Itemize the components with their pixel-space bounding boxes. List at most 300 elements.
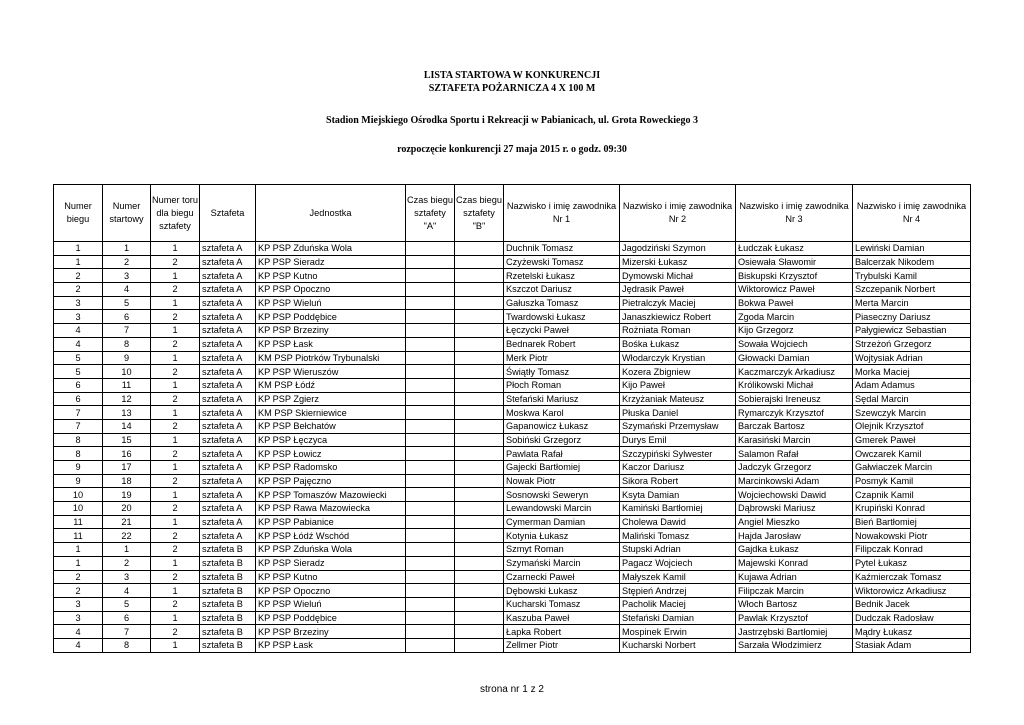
cell-time-b xyxy=(455,406,504,420)
cell-relay: sztafeta A xyxy=(200,488,256,502)
cell-athlete-3: Osiewała Sławomir xyxy=(736,255,853,269)
cell-time-a xyxy=(406,433,455,447)
cell-run-number: 2 xyxy=(54,570,103,584)
cell-athlete-1: Szmyt Roman xyxy=(504,543,620,557)
cell-athlete-3: Wojciechowski Dawid xyxy=(736,488,853,502)
cell-start-number: 5 xyxy=(103,597,151,611)
cell-relay: sztafeta A xyxy=(200,283,256,297)
cell-run-number: 3 xyxy=(54,296,103,310)
table-row xyxy=(54,570,971,584)
cell-relay: sztafeta B xyxy=(200,556,256,570)
cell-run-number: 2 xyxy=(54,283,103,297)
cell-time-b xyxy=(455,597,504,611)
cell-lane-number: 1 xyxy=(151,406,200,420)
cell-time-a xyxy=(406,529,455,543)
cell-time-a xyxy=(406,419,455,433)
cell-athlete-1: Nowak Piotr xyxy=(504,474,620,488)
cell-athlete-3: Sarzała Włodzimierz xyxy=(736,638,853,652)
cell-run-number: 6 xyxy=(54,378,103,392)
cell-unit: KP PSP Tomaszów Mazowiecki xyxy=(256,488,406,502)
cell-start-number: 19 xyxy=(103,488,151,502)
cell-time-a xyxy=(406,406,455,420)
cell-time-a xyxy=(406,337,455,351)
cell-unit: KP PSP Poddębice xyxy=(256,611,406,625)
cell-unit: KP PSP Pabianice xyxy=(256,515,406,529)
cell-athlete-3: Sobierajski Ireneusz xyxy=(736,392,853,406)
cell-relay: sztafeta A xyxy=(200,351,256,365)
cell-athlete-1: Dębowski Łukasz xyxy=(504,584,620,598)
cell-time-b xyxy=(455,255,504,269)
table-row xyxy=(54,502,971,516)
cell-time-a xyxy=(406,310,455,324)
cell-athlete-2: Jagodziński Szymon xyxy=(620,242,736,256)
cell-athlete-1: Stefański Mariusz xyxy=(504,392,620,406)
start-list-table xyxy=(53,184,971,653)
cell-relay: sztafeta A xyxy=(200,378,256,392)
cell-lane-number: 2 xyxy=(151,337,200,351)
cell-time-b xyxy=(455,242,504,256)
cell-athlete-4: Czapnik Kamil xyxy=(853,488,971,502)
cell-run-number: 9 xyxy=(54,474,103,488)
cell-athlete-3: Karasiński Marcin xyxy=(736,433,853,447)
cell-athlete-1: Merk Piotr xyxy=(504,351,620,365)
cell-athlete-3: Rymarczyk Krzysztof xyxy=(736,406,853,420)
cell-athlete-3: Barczak Bartosz xyxy=(736,419,853,433)
cell-relay: sztafeta A xyxy=(200,392,256,406)
cell-start-number: 4 xyxy=(103,584,151,598)
cell-time-a xyxy=(406,378,455,392)
cell-time-b xyxy=(455,543,504,557)
cell-athlete-4: Krupiński Konrad xyxy=(853,502,971,516)
cell-run-number: 11 xyxy=(54,515,103,529)
cell-lane-number: 1 xyxy=(151,461,200,475)
cell-start-number: 12 xyxy=(103,392,151,406)
cell-athlete-1: Łęczycki Paweł xyxy=(504,324,620,338)
cell-athlete-4: Kaźmierczak Tomasz xyxy=(853,570,971,584)
cell-athlete-2: Maliński Tomasz xyxy=(620,529,736,543)
cell-athlete-3: Pawlak Krzysztof xyxy=(736,611,853,625)
cell-time-a xyxy=(406,255,455,269)
cell-athlete-4: Strzeżoń Grzegorz xyxy=(853,337,971,351)
cell-athlete-3: Bokwa Paweł xyxy=(736,296,853,310)
cell-time-b xyxy=(455,584,504,598)
cell-run-number: 8 xyxy=(54,433,103,447)
cell-unit: KP PSP Zgierz xyxy=(256,392,406,406)
cell-athlete-2: Pietralczyk Maciej xyxy=(620,296,736,310)
cell-start-number: 14 xyxy=(103,419,151,433)
venue-line: Stadion Miejskiego Ośrodka Sportu i Rekreacji w Pabianicach, ul. Grota Roweckiego 3 xyxy=(326,115,698,126)
cell-athlete-3: Biskupski Krzysztof xyxy=(736,269,853,283)
cell-athlete-2: Małyszek Kamil xyxy=(620,570,736,584)
cell-run-number: 1 xyxy=(54,543,103,557)
cell-time-a xyxy=(406,597,455,611)
cell-athlete-3: Marcinkowski Adam xyxy=(736,474,853,488)
page-footer: strona nr 1 z 2 xyxy=(480,684,544,695)
col-header-time-a: Czas biegu sztafety "A" xyxy=(406,185,455,242)
cell-start-number: 16 xyxy=(103,447,151,461)
cell-time-b xyxy=(455,638,504,652)
cell-time-a xyxy=(406,447,455,461)
cell-relay: sztafeta B xyxy=(200,638,256,652)
cell-start-number: 7 xyxy=(103,625,151,639)
cell-athlete-4: Lewiński Damian xyxy=(853,242,971,256)
table-row xyxy=(54,584,971,598)
cell-start-number: 21 xyxy=(103,515,151,529)
cell-athlete-3: Jadczyk Grzegorz xyxy=(736,461,853,475)
cell-time-a xyxy=(406,283,455,297)
table-row xyxy=(54,474,971,488)
cell-unit: KP PSP Poddębice xyxy=(256,310,406,324)
cell-athlete-2: Kucharski Norbert xyxy=(620,638,736,652)
cell-athlete-1: Czyżewski Tomasz xyxy=(504,255,620,269)
cell-unit: KP PSP Opoczno xyxy=(256,584,406,598)
cell-time-b xyxy=(455,570,504,584)
cell-athlete-3: Królikowski Michał xyxy=(736,378,853,392)
cell-athlete-3: Angiel Mieszko xyxy=(736,515,853,529)
cell-unit: KP PSP Bełchatów xyxy=(256,419,406,433)
cell-time-a xyxy=(406,570,455,584)
cell-lane-number: 2 xyxy=(151,597,200,611)
cell-start-number: 18 xyxy=(103,474,151,488)
cell-run-number: 4 xyxy=(54,638,103,652)
cell-athlete-4: Bednik Jacek xyxy=(853,597,971,611)
cell-relay: sztafeta A xyxy=(200,515,256,529)
cell-relay: sztafeta A xyxy=(200,365,256,379)
cell-athlete-4: Szczepanik Norbert xyxy=(853,283,971,297)
cell-start-number: 22 xyxy=(103,529,151,543)
cell-athlete-1: Kotynia Łukasz xyxy=(504,529,620,543)
cell-athlete-4: Wojtysiak Adrian xyxy=(853,351,971,365)
cell-athlete-2: Rożniata Roman xyxy=(620,324,736,338)
table-row xyxy=(54,242,971,256)
col-header-athlete-2: Nazwisko i imię zawodnika Nr 2 xyxy=(620,185,736,242)
cell-time-b xyxy=(455,502,504,516)
cell-time-b xyxy=(455,378,504,392)
col-header-start-number: Numer startowy xyxy=(103,185,151,242)
cell-athlete-2: Stępień Andrzej xyxy=(620,584,736,598)
cell-athlete-1: Gajecki Bartłomiej xyxy=(504,461,620,475)
cell-unit: KP PSP Łask xyxy=(256,337,406,351)
cell-time-a xyxy=(406,474,455,488)
table-row xyxy=(54,419,971,433)
cell-athlete-1: Sobiński Grzegorz xyxy=(504,433,620,447)
cell-time-b xyxy=(455,433,504,447)
cell-unit: KP PSP Opoczno xyxy=(256,283,406,297)
table-row xyxy=(54,543,971,557)
start-time-line: rozpoczęcie konkurencji 27 maja 2015 r. o godz. 09:30 xyxy=(397,144,627,155)
col-header-athlete-4: Nazwisko i imię zawodnika Nr 4 xyxy=(853,185,971,242)
cell-start-number: 8 xyxy=(103,337,151,351)
cell-unit: KP PSP Kutno xyxy=(256,570,406,584)
cell-time-b xyxy=(455,488,504,502)
cell-athlete-2: Płuska Daniel xyxy=(620,406,736,420)
cell-athlete-3: Dąbrowski Mariusz xyxy=(736,502,853,516)
cell-athlete-3: Wiktorowicz Paweł xyxy=(736,283,853,297)
table-row xyxy=(54,378,971,392)
cell-athlete-3: Gajdka Łukasz xyxy=(736,543,853,557)
cell-athlete-1: Kucharski Tomasz xyxy=(504,597,620,611)
cell-run-number: 3 xyxy=(54,597,103,611)
cell-athlete-2: Stefański Damian xyxy=(620,611,736,625)
cell-athlete-2: Pagacz Wojciech xyxy=(620,556,736,570)
col-header-lane-number: Numer toru dla biegu sztafety xyxy=(151,185,200,242)
cell-unit: KP PSP Wieluń xyxy=(256,296,406,310)
cell-start-number: 3 xyxy=(103,570,151,584)
cell-run-number: 3 xyxy=(54,310,103,324)
cell-time-b xyxy=(455,515,504,529)
cell-lane-number: 2 xyxy=(151,419,200,433)
table-row xyxy=(54,269,971,283)
cell-lane-number: 2 xyxy=(151,447,200,461)
cell-run-number: 4 xyxy=(54,625,103,639)
table-row xyxy=(54,324,971,338)
table-row xyxy=(54,392,971,406)
table-row xyxy=(54,625,971,639)
title-line-1: LISTA STARTOWA W KONKURENCJI xyxy=(423,70,601,81)
cell-lane-number: 1 xyxy=(151,242,200,256)
cell-athlete-4: Mądry Łukasz xyxy=(853,625,971,639)
cell-athlete-2: Kijo Paweł xyxy=(620,378,736,392)
table-row xyxy=(54,406,971,420)
cell-relay: sztafeta B xyxy=(200,611,256,625)
cell-athlete-2: Krzyżaniak Mateusz xyxy=(620,392,736,406)
cell-run-number: 3 xyxy=(54,611,103,625)
cell-time-a xyxy=(406,296,455,310)
cell-time-a xyxy=(406,324,455,338)
cell-run-number: 1 xyxy=(54,556,103,570)
cell-athlete-4: Dudczak Radosław xyxy=(853,611,971,625)
cell-run-number: 7 xyxy=(54,406,103,420)
cell-athlete-1: Szymański Marcin xyxy=(504,556,620,570)
cell-time-b xyxy=(455,283,504,297)
table-row xyxy=(54,488,971,502)
cell-run-number: 7 xyxy=(54,419,103,433)
cell-run-number: 5 xyxy=(54,365,103,379)
cell-unit: KP PSP Łęczyca xyxy=(256,433,406,447)
cell-time-a xyxy=(406,461,455,475)
cell-athlete-2: Bośka Łukasz xyxy=(620,337,736,351)
cell-athlete-2: Szymański Przemysław xyxy=(620,419,736,433)
cell-start-number: 2 xyxy=(103,255,151,269)
cell-athlete-1: Sosnowski Seweryn xyxy=(504,488,620,502)
title-line-2: SZTAFETA POŻARNICZA 4 X 100 M xyxy=(428,83,596,94)
cell-lane-number: 2 xyxy=(151,474,200,488)
cell-time-b xyxy=(455,447,504,461)
cell-start-number: 3 xyxy=(103,269,151,283)
cell-time-a xyxy=(406,625,455,639)
cell-athlete-4: Piaseczny Dariusz xyxy=(853,310,971,324)
cell-athlete-4: Pałygiewicz Sebastian xyxy=(853,324,971,338)
cell-relay: sztafeta A xyxy=(200,255,256,269)
cell-start-number: 17 xyxy=(103,461,151,475)
cell-athlete-4: Balcerzak Nikodem xyxy=(853,255,971,269)
cell-lane-number: 2 xyxy=(151,529,200,543)
cell-relay: sztafeta B xyxy=(200,597,256,611)
cell-athlete-2: Cholewa Dawid xyxy=(620,515,736,529)
cell-start-number: 7 xyxy=(103,324,151,338)
cell-athlete-3: Sowała Wojciech xyxy=(736,337,853,351)
cell-athlete-1: Zellmer Piotr xyxy=(504,638,620,652)
cell-athlete-4: Olejnik Krzysztof xyxy=(853,419,971,433)
cell-athlete-4: Szewczyk Marcin xyxy=(853,406,971,420)
cell-unit: KP PSP Pajęczno xyxy=(256,474,406,488)
cell-unit: KP PSP Łódź Wschód xyxy=(256,529,406,543)
table-row xyxy=(54,529,971,543)
cell-run-number: 5 xyxy=(54,351,103,365)
cell-run-number: 10 xyxy=(54,488,103,502)
cell-athlete-1: Bednarek Robert xyxy=(504,337,620,351)
table-row xyxy=(54,433,971,447)
cell-lane-number: 1 xyxy=(151,296,200,310)
cell-unit: KP PSP Sieradz xyxy=(256,255,406,269)
cell-run-number: 9 xyxy=(54,461,103,475)
cell-athlete-1: Gałuszka Tomasz xyxy=(504,296,620,310)
cell-athlete-1: Lewandowski Marcin xyxy=(504,502,620,516)
cell-athlete-1: Gapanowicz Łukasz xyxy=(504,419,620,433)
cell-athlete-4: Filipczak Konrad xyxy=(853,543,971,557)
cell-time-b xyxy=(455,474,504,488)
cell-lane-number: 1 xyxy=(151,488,200,502)
cell-athlete-2: Kamiński Bartłomiej xyxy=(620,502,736,516)
cell-start-number: 9 xyxy=(103,351,151,365)
cell-athlete-3: Jastrzębski Bartłomiej xyxy=(736,625,853,639)
cell-lane-number: 2 xyxy=(151,625,200,639)
cell-start-number: 11 xyxy=(103,378,151,392)
cell-run-number: 1 xyxy=(54,242,103,256)
cell-athlete-3: Kijo Grzegorz xyxy=(736,324,853,338)
cell-athlete-4: Bień Bartłomiej xyxy=(853,515,971,529)
table-header-row xyxy=(54,185,971,242)
col-header-relay: Sztafeta xyxy=(200,185,256,242)
cell-lane-number: 1 xyxy=(151,351,200,365)
cell-athlete-1: Pawlata Rafał xyxy=(504,447,620,461)
cell-time-b xyxy=(455,269,504,283)
table-row xyxy=(54,556,971,570)
cell-time-a xyxy=(406,584,455,598)
cell-lane-number: 2 xyxy=(151,255,200,269)
cell-athlete-3: Filipczak Marcin xyxy=(736,584,853,598)
cell-time-b xyxy=(455,611,504,625)
cell-athlete-1: Rzetelski Łukasz xyxy=(504,269,620,283)
cell-unit: KP PSP Brzeziny xyxy=(256,625,406,639)
cell-lane-number: 1 xyxy=(151,611,200,625)
cell-athlete-1: Cymerman Damian xyxy=(504,515,620,529)
cell-time-b xyxy=(455,529,504,543)
cell-athlete-1: Płoch Roman xyxy=(504,378,620,392)
cell-time-a xyxy=(406,365,455,379)
cell-time-b xyxy=(455,310,504,324)
cell-athlete-2: Ksyta Damian xyxy=(620,488,736,502)
cell-relay: sztafeta A xyxy=(200,447,256,461)
cell-athlete-3: Hajda Jarosław xyxy=(736,529,853,543)
cell-time-b xyxy=(455,392,504,406)
cell-time-a xyxy=(406,269,455,283)
cell-athlete-2: Mizerski Łukasz xyxy=(620,255,736,269)
cell-unit: KP PSP Wieruszów xyxy=(256,365,406,379)
cell-start-number: 4 xyxy=(103,283,151,297)
cell-relay: sztafeta A xyxy=(200,474,256,488)
cell-unit: KM PSP Skierniewice xyxy=(256,406,406,420)
cell-unit: KP PSP Zduńska Wola xyxy=(256,242,406,256)
cell-start-number: 15 xyxy=(103,433,151,447)
cell-athlete-4: Morka Maciej xyxy=(853,365,971,379)
table-row xyxy=(54,337,971,351)
cell-run-number: 8 xyxy=(54,447,103,461)
cell-time-b xyxy=(455,296,504,310)
cell-relay: sztafeta A xyxy=(200,419,256,433)
col-header-unit: Jednostka xyxy=(256,185,406,242)
cell-athlete-3: Włoch Bartosz xyxy=(736,597,853,611)
cell-time-a xyxy=(406,351,455,365)
cell-relay: sztafeta B xyxy=(200,625,256,639)
table-row xyxy=(54,296,971,310)
col-header-run-number: Numer biegu xyxy=(54,185,103,242)
cell-athlete-2: Włodarczyk Krystian xyxy=(620,351,736,365)
cell-athlete-4: Owczarek Kamil xyxy=(853,447,971,461)
cell-time-b xyxy=(455,324,504,338)
cell-run-number: 1 xyxy=(54,255,103,269)
cell-time-a xyxy=(406,488,455,502)
cell-relay: sztafeta B xyxy=(200,570,256,584)
cell-athlete-4: Gałwiaczek Marcin xyxy=(853,461,971,475)
cell-athlete-4: Adam Adamus xyxy=(853,378,971,392)
cell-time-b xyxy=(455,351,504,365)
cell-time-b xyxy=(455,461,504,475)
col-header-athlete-1: Nazwisko i imię zawodnika Nr 1 xyxy=(504,185,620,242)
cell-athlete-4: Posmyk Kamil xyxy=(853,474,971,488)
table-row xyxy=(54,597,971,611)
cell-lane-number: 1 xyxy=(151,433,200,447)
cell-athlete-1: Kaszuba Paweł xyxy=(504,611,620,625)
cell-time-a xyxy=(406,556,455,570)
cell-run-number: 11 xyxy=(54,529,103,543)
cell-athlete-3: Kujawa Adrian xyxy=(736,570,853,584)
cell-run-number: 4 xyxy=(54,337,103,351)
cell-start-number: 10 xyxy=(103,365,151,379)
cell-relay: sztafeta A xyxy=(200,461,256,475)
table-row xyxy=(54,365,971,379)
cell-lane-number: 2 xyxy=(151,543,200,557)
cell-start-number: 20 xyxy=(103,502,151,516)
cell-run-number: 2 xyxy=(54,584,103,598)
cell-lane-number: 2 xyxy=(151,283,200,297)
cell-unit: KP PSP Łowicz xyxy=(256,447,406,461)
cell-unit: KP PSP Sieradz xyxy=(256,556,406,570)
cell-athlete-1: Czarnecki Paweł xyxy=(504,570,620,584)
cell-relay: sztafeta A xyxy=(200,324,256,338)
cell-time-a xyxy=(406,502,455,516)
cell-start-number: 6 xyxy=(103,310,151,324)
cell-athlete-3: Zgoda Marcin xyxy=(736,310,853,324)
cell-athlete-4: Gmerek Paweł xyxy=(853,433,971,447)
table-body xyxy=(54,242,971,653)
cell-athlete-2: Janaszkiewicz Robert xyxy=(620,310,736,324)
cell-unit: KP PSP Kutno xyxy=(256,269,406,283)
cell-unit: KP PSP Łask xyxy=(256,638,406,652)
table-row xyxy=(54,611,971,625)
cell-relay: sztafeta A xyxy=(200,406,256,420)
cell-athlete-3: Łudczak Łukasz xyxy=(736,242,853,256)
cell-athlete-2: Dymowski Michał xyxy=(620,269,736,283)
cell-lane-number: 2 xyxy=(151,365,200,379)
cell-relay: sztafeta A xyxy=(200,296,256,310)
cell-relay: sztafeta B xyxy=(200,584,256,598)
table-row xyxy=(54,515,971,529)
cell-time-b xyxy=(455,337,504,351)
cell-relay: sztafeta A xyxy=(200,337,256,351)
cell-athlete-3: Salamon Rafał xyxy=(736,447,853,461)
cell-athlete-3: Majewski Konrad xyxy=(736,556,853,570)
